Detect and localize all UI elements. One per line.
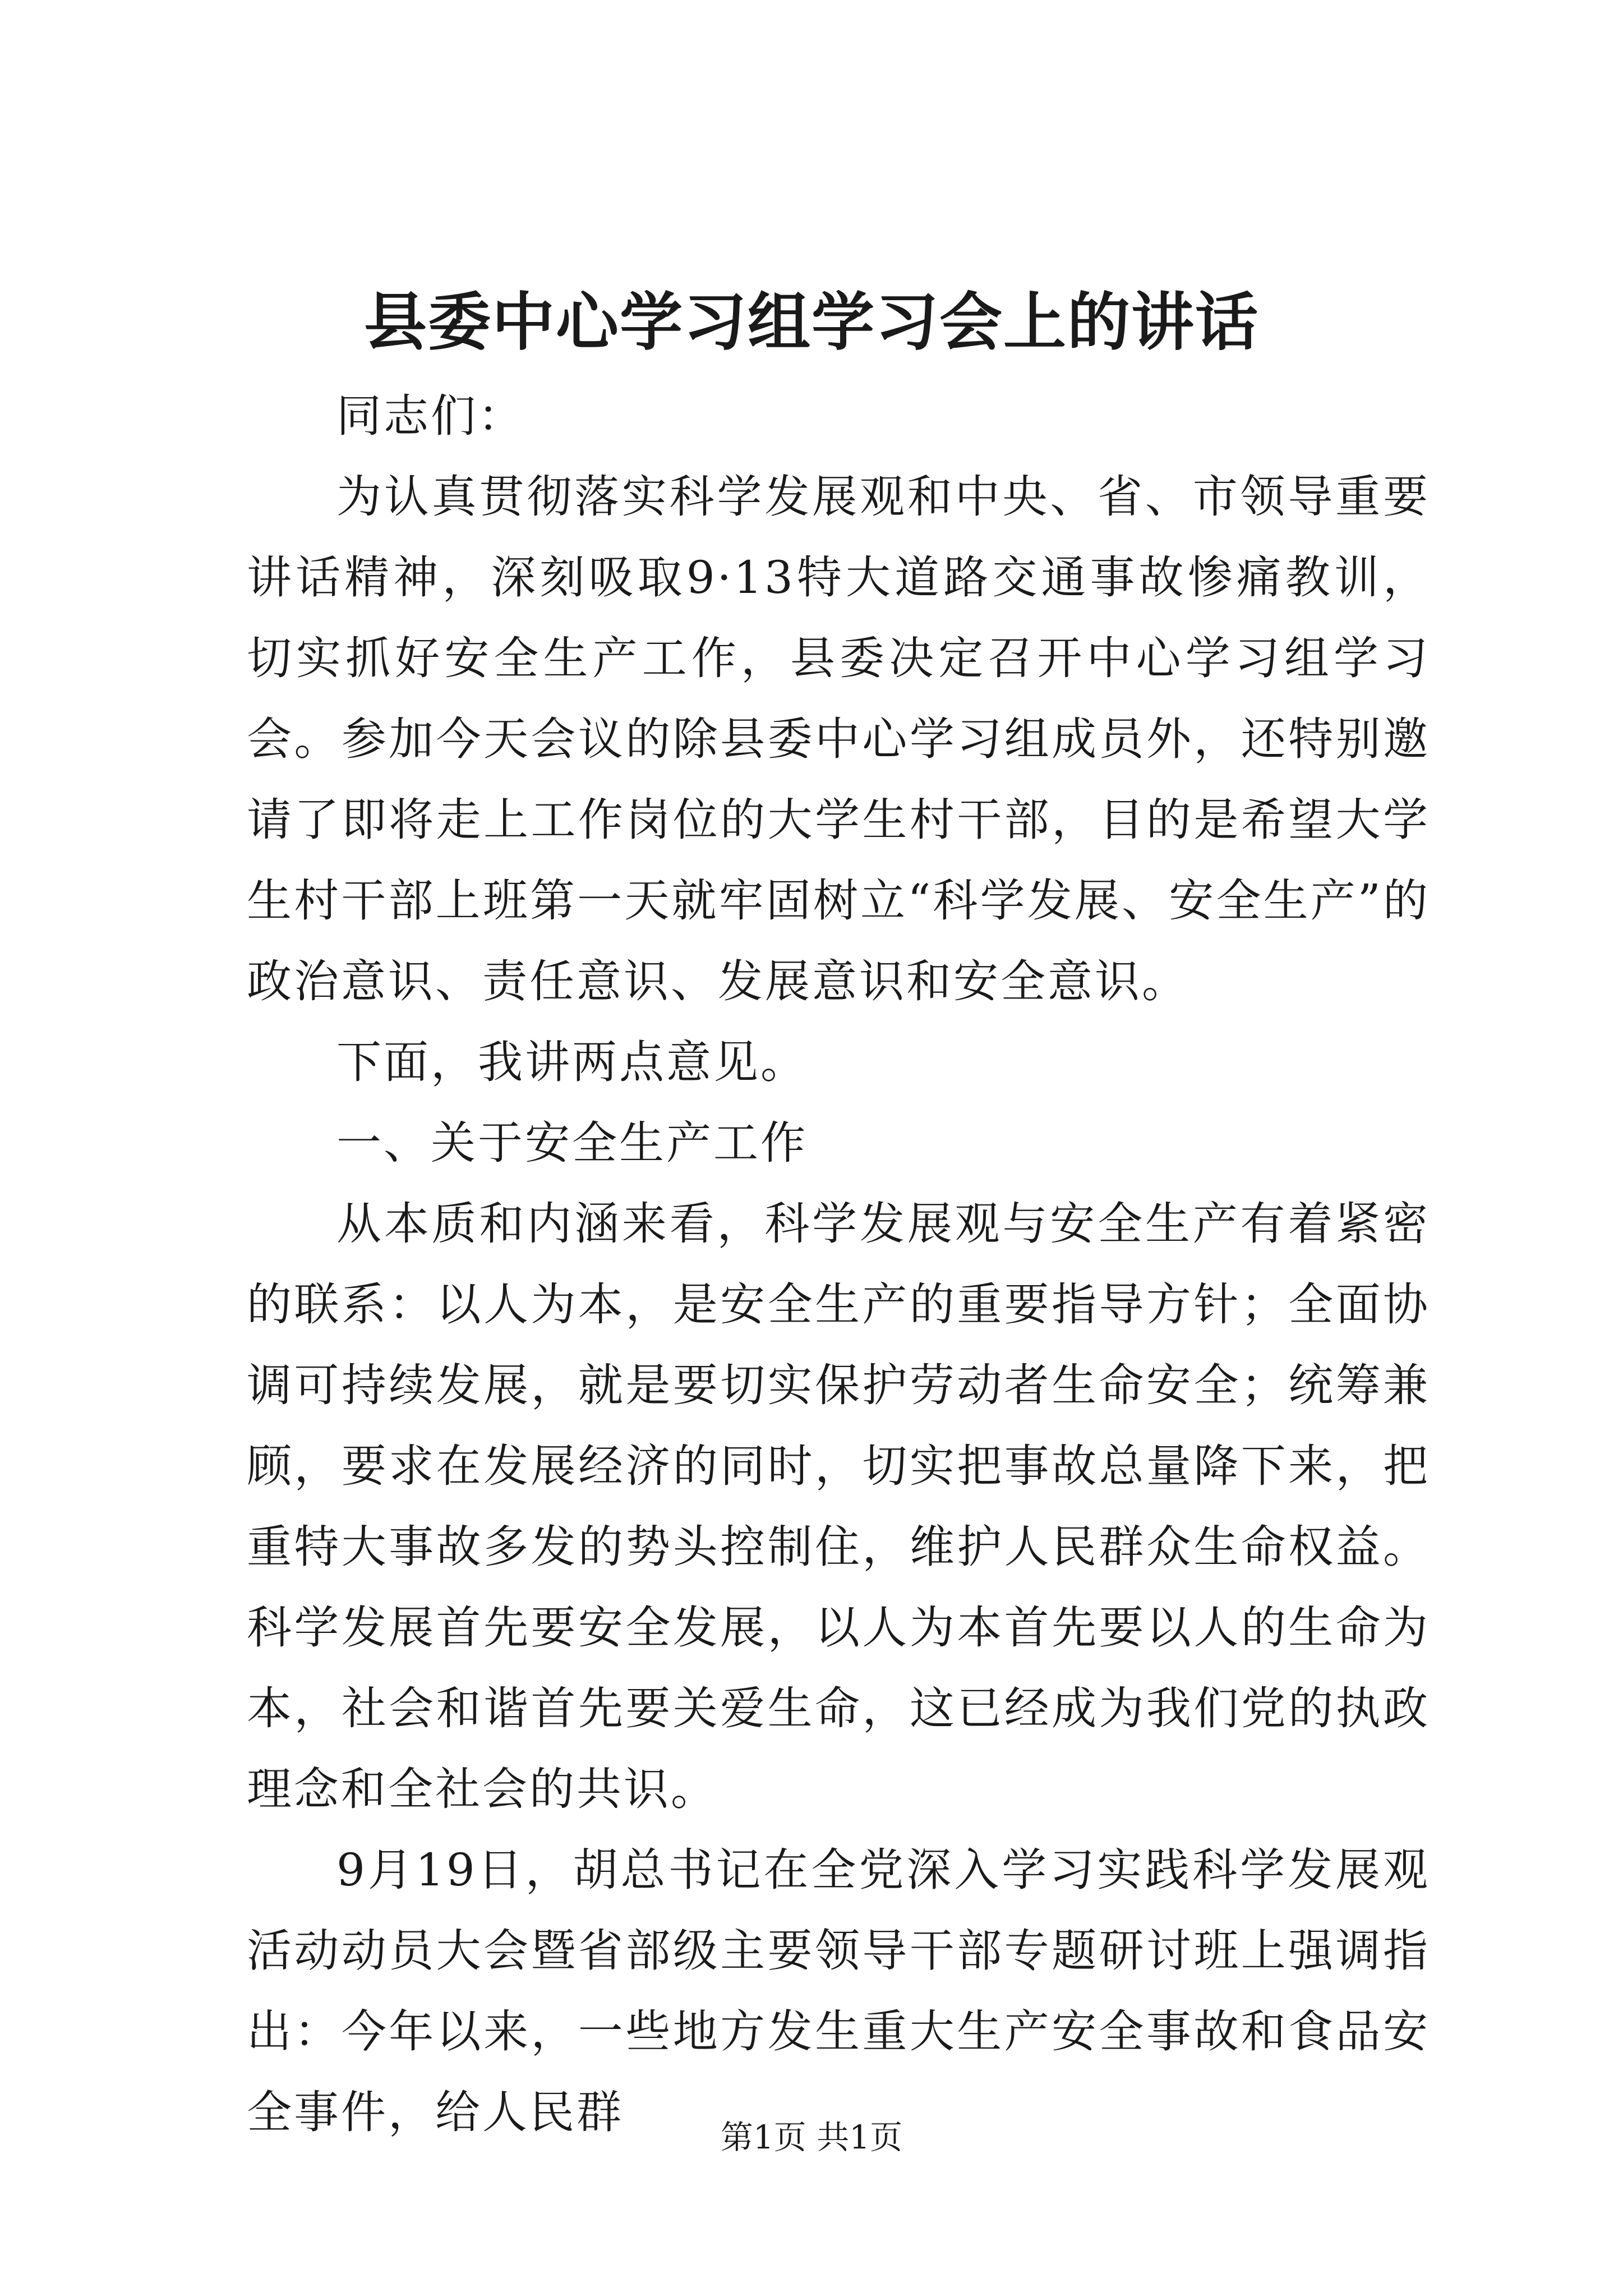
section-heading: 一、关于安全生产工作 (336, 1117, 808, 1169)
salutation-paragraph: 同志们： (336, 390, 525, 442)
transition-paragraph: 下面，我讲两点意见。 (336, 1036, 808, 1088)
body-paragraph: 从本质和内涵来看，科学发展观与安全生产有着紧密的联系：以人为本，是安全生产的重要指导方针；全面协调可持续发展，就是要切实保护劳动者生命安全；统筹兼顾，要求在发展经济的同时，切实把事故总量降下来，把重特大事故多发的势头控制住，维护人民群众生命权益。科学发展首先要安全发展，以人为本首先要以人的生命为本，社会和谐首先要关爱生命，这已经成为我们党的执政理念和全社会的共识。 (247, 1198, 1430, 1815)
document-title: 县委中心学习组学习会上的讲话 (364, 286, 1259, 359)
page-footer: 第1页 共1页 (720, 2118, 903, 2156)
intro-paragraph: 为认真贯彻落实科学发展观和中央、省、市领导重要讲话精神，深刻吸取9·13特大道路交通事故惨痛教训，切实抓好安全生产工作，县委决定召开中心学习组学习会。参加今天会议的除县委中心学习组成员外，还特别邀请了即将走上工作岗位的大学生村干部，目的是希望大学生村干部上班第一天就牢固树立“科学发展、安全生产”的政治意识、责任意识、发展意识和安全意识。 (247, 471, 1430, 1007)
body-paragraph: 9月19日，胡总书记在全党深入学习实践科学发展观活动动员大会暨省部级主要领导干部专题研讨班上强调指出：今年以来，一些地方发生重大生产安全事故和食品安全事件，给人民群 (247, 1844, 1430, 2138)
document-body (247, 376, 1430, 2153)
